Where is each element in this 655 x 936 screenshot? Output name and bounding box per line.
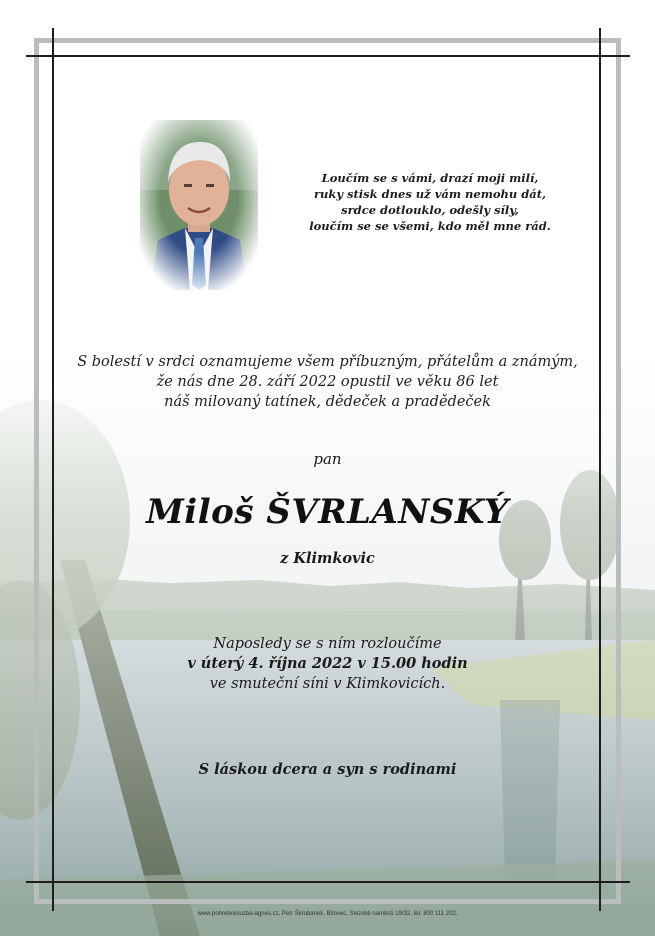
farewell-poem <box>290 170 570 234</box>
portrait-photo <box>140 120 258 290</box>
ceremony-place: ve smuteční síni v Klimkovicích. <box>209 676 446 692</box>
announcement-text <box>60 352 595 412</box>
announcement-line: že nás dne 28. září 2022 opustil ve věku 86 let <box>156 374 499 390</box>
poem-line: srdce dotlouklo, odešly síly, <box>341 203 519 217</box>
ceremony-info <box>0 634 655 694</box>
family-signature: S láskou dcera a syn s rodinami <box>198 761 457 778</box>
poem-line: ruky stisk dnes už vám nemohu dát, <box>313 187 547 201</box>
funeral-service-footer: www.pohrebnisluzba-agnes.cz, Petr Škrobánek, Bílovec, Slezské náměstí 19/32, tel. 800 111 202. <box>197 911 458 917</box>
announcement-line: náš milovaný tatínek, dědeček a pradědeček <box>164 394 491 410</box>
announcement-line: S bolestí v srdci oznamujeme všem příbuzným, přátelům a známým, <box>77 354 578 370</box>
hometown: z Klimkovic <box>280 550 375 567</box>
ceremony-line-intro: Naposledy se s ním rozloučíme <box>213 636 442 652</box>
title-word: pan <box>313 450 342 468</box>
ceremony-date-time: v úterý 4. října 2022 v 15.00 hodin <box>187 655 468 672</box>
frame-line-left <box>52 28 54 911</box>
frame-line-top <box>26 55 630 57</box>
poem-line: Loučím se s vámi, drazí moji milí, <box>321 171 539 185</box>
frame-line-right <box>599 28 601 911</box>
frame-line-bottom <box>26 881 630 883</box>
poem-line: loučím se se všemi, kdo měl mne rád. <box>309 219 551 233</box>
deceased-name: Miloš ŠVRLANSKÝ <box>146 492 509 532</box>
